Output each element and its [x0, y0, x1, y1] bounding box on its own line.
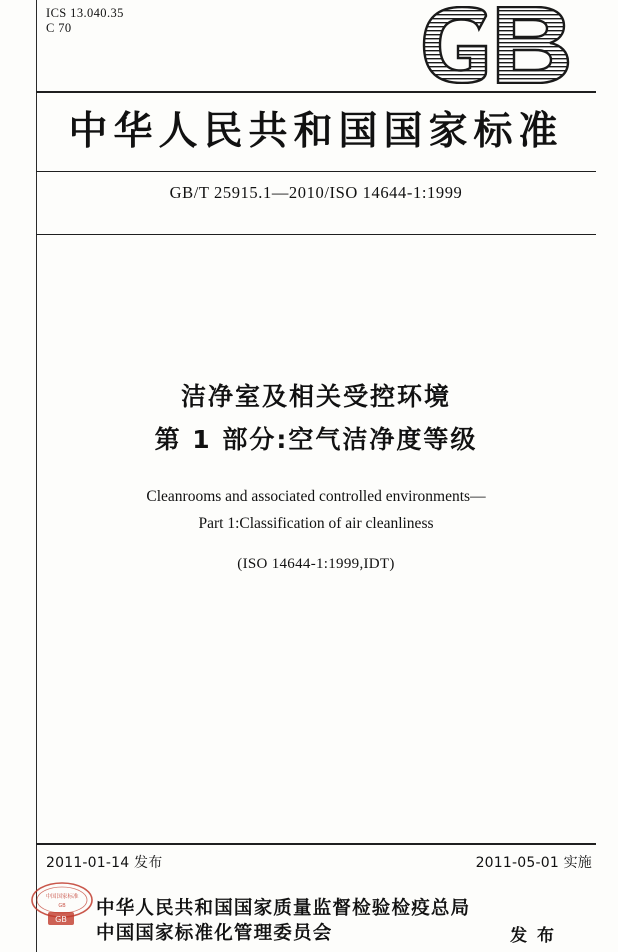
ics-classification-block — [46, 6, 124, 36]
header-rule-top — [36, 91, 596, 93]
header-rule-sub — [36, 234, 596, 235]
effective-date: 2011-05-01 实施 — [475, 855, 592, 871]
svg-text:GB: GB — [55, 915, 67, 924]
footer-rule — [36, 843, 596, 845]
issuer-line-1: 中华人民共和国国家质量监督检验检疫总局 — [96, 898, 471, 919]
date-row — [36, 852, 596, 874]
svg-text:GB: GB — [58, 903, 66, 909]
title-en-line-1: Cleanrooms and associated controlled environments— — [146, 488, 486, 505]
page-title: 中华人民共和国国家标准 — [68, 109, 564, 154]
ics-code: ICS 13.040.35 — [46, 6, 124, 20]
header-rule-middle — [36, 171, 596, 172]
issue-label: 发 布 — [510, 926, 556, 946]
issuer-line-2: 中国国家标准化管理委员会 — [96, 923, 333, 944]
iso-equivalence-note: (ISO 14644-1:1999,IDT) — [237, 556, 395, 572]
svg-text:中国国家标准: 中国国家标准 — [45, 894, 79, 900]
title-cn-line-2: 第 1 部分:空气洁净度等级 — [154, 425, 478, 454]
issuing-organizations — [96, 896, 470, 946]
document-title-chinese — [36, 376, 596, 460]
document-title-english — [36, 483, 596, 537]
ccs-code: C 70 — [46, 21, 72, 35]
standard-number: GB/T 25915.1—2010/ISO 14644-1:1999 — [169, 183, 463, 202]
title-en-line-2: Part 1:Classification of air cleanliness — [198, 515, 434, 532]
gb-logo-icon — [414, 6, 584, 84]
official-seal-icon — [28, 878, 96, 928]
publish-date: 2011-01-14 发布 — [46, 855, 163, 871]
title-cn-line-1: 洁净室及相关受控环境 — [180, 382, 451, 411]
